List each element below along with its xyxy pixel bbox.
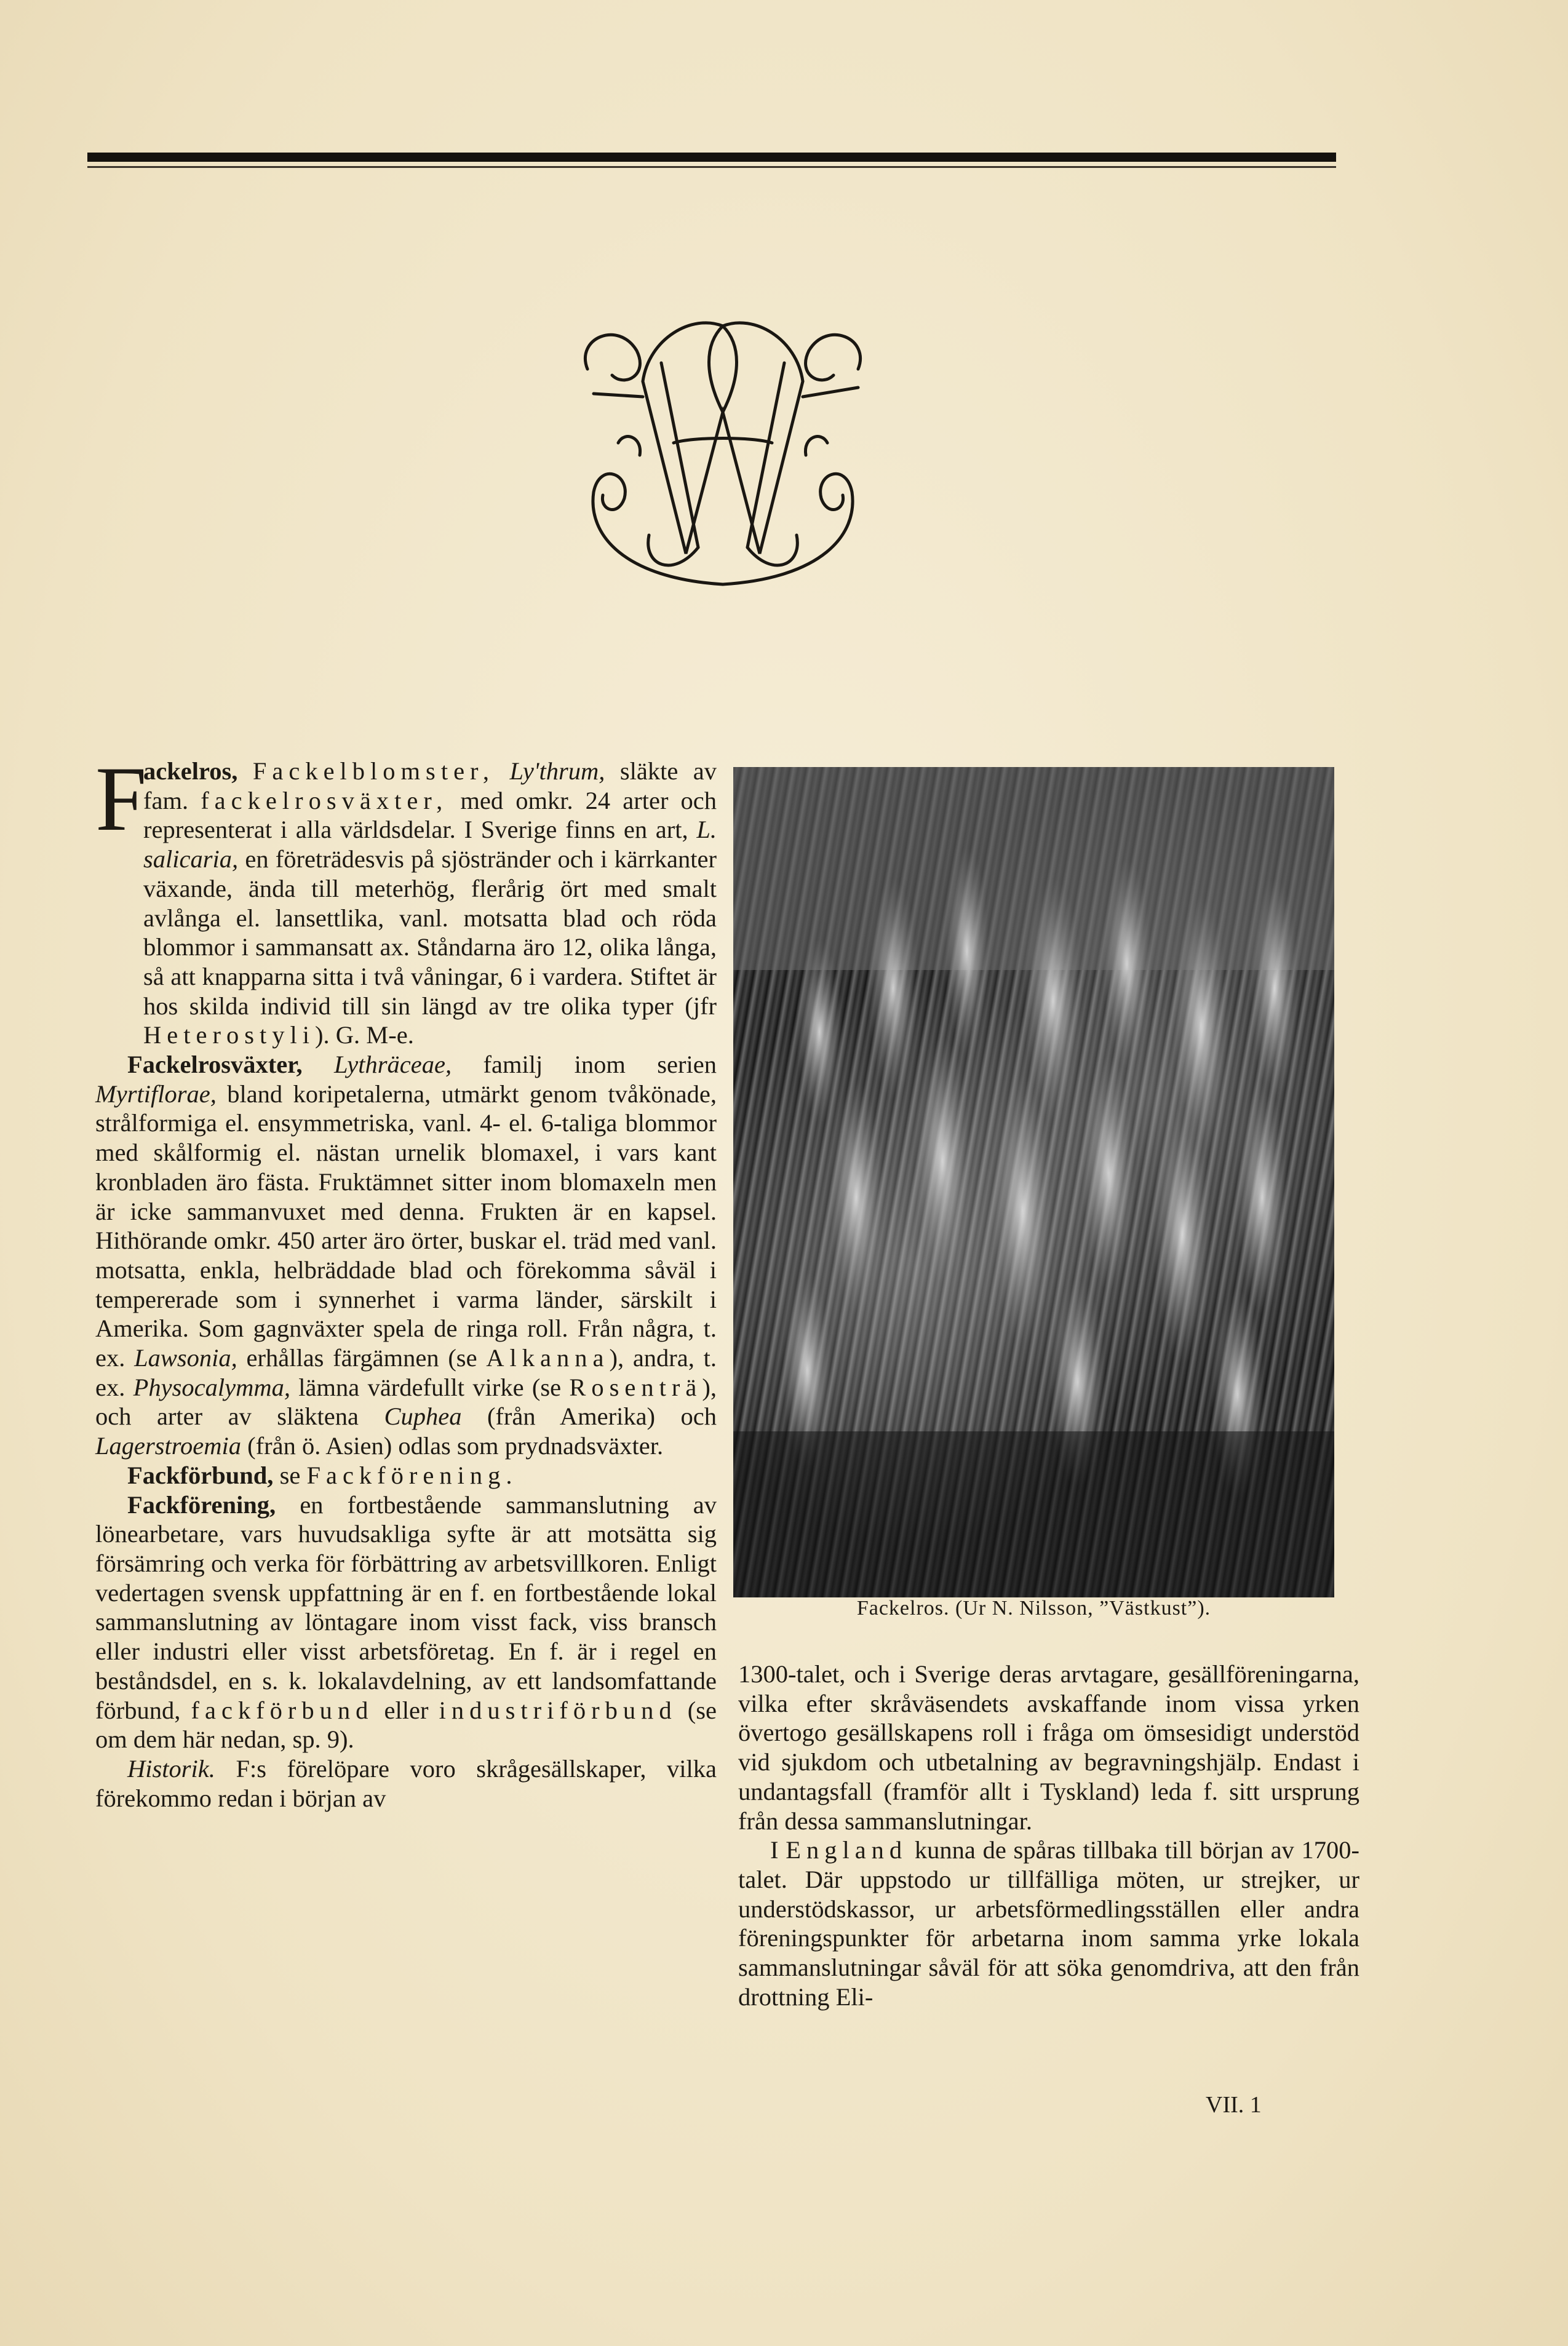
text: erhållas färgämnen (se [237,1344,487,1372]
text: ), andra, t. ex. [95,1344,717,1401]
text: familj inom serien [452,1051,717,1079]
latin-name: Cuphea [384,1402,462,1431]
text: eller [373,1696,439,1724]
cross-reference: Fackförening [306,1461,506,1489]
header-rule [87,153,1336,162]
cross-reference: fackelrosväxter, [201,786,448,814]
headword-fackforbund: Fackförbund, [127,1461,274,1489]
header-rule-thin [87,166,1336,168]
entry-fackforening [95,1490,717,1754]
entry-fackforbund [95,1461,717,1490]
continued-paragraph: 1300-talet, och i Sverige deras arvtagare, gesällföreningarna, vilka efter skråväsendets avskaffande inom vissa yrken övertogo gesällskapens roll i fråga om ömsesidigt understöd vid sjukdom och utbetalning av begravningshjälp. Endast i undantagsfall (framför allt i Tyskland) leda f. sitt ursprung från dessa sammanslutningar. [738,1660,1359,1835]
text: (från Amerika) och [461,1402,717,1431]
text: en fortbestående sammanslutning av lönearbetare, vars huvudsakliga syfte är att motsätta sig försämring och verka för förbättring av arbetsvillkoren. Enligt vedertagen svensk uppfattning är en f. en fortbestående lokal sammanslutning av löntagare inom visst fack, viss bransch eller industri eller visst arbetsföretag. En f. är i regel en beståndsdel, en s. k. lokalavdelning, av ett landsomfattande förbund, [95,1490,717,1724]
text [303,1051,334,1078]
folio-number: VII. 1 [1206,2092,1262,2118]
text: släkte av fam. [143,757,717,814]
text: ). [314,1021,336,1049]
right-column [738,1660,1359,2011]
text: ), och arter av släktena [95,1373,717,1431]
text: I [770,1836,786,1864]
headword-fackforening: Fackförening, [127,1490,276,1519]
latin-name: Myrtiflorae, [95,1080,217,1108]
historik-paragraph [95,1754,717,1813]
author-signature: G. M-e. [335,1021,414,1049]
text: en företrädesvis på sjöstränder och i kärrkanter växande, ända till meterhög, flerårig ört med smalt avlånga el. lansettlika, vanl. motsatta blad och röda blommor i sammansatt ax. Ståndarna äro 12, olika långa, så att knapparna sitta i två våningar, 6 i vardera. Stiftet är hos skilda individ till sin längd av tre olika typer (jfr [143,845,717,1020]
photo-texture [733,767,1334,1597]
latin-name: Lawsonia, [134,1344,237,1372]
drop-cap: F [95,748,147,850]
entry-fackelrosvaxter [95,1050,717,1461]
cross-reference: Alkanna [486,1344,610,1372]
text: (se om dem här nedan, sp. 9). [95,1696,717,1754]
cross-reference: fackförbund [191,1696,374,1724]
country-name: England [786,1836,908,1864]
england-paragraph [738,1835,1359,2011]
photo-caption: Fackelros. (Ur N. Nilsson, ”Västkust”). [856,1597,1211,1620]
cross-reference: Heterostyli [143,1021,315,1049]
text [237,757,252,785]
text: kunna de spåras tillbaka till början av 1700-talet. Där uppstodo ur tillfälliga möten, ur strejker, ur understödskassor, ur arbetsförmedlingsställen eller andra föreningspunkter för arbetarna inom samma yrke lokala sammanslutningar såväl för att söka genomdriva, att den från drottning Eli- [738,1836,1359,2011]
latin-name: Lythräceae, [333,1051,452,1079]
cross-reference: Rosenträ [569,1373,702,1401]
cross-reference: industriförbund [439,1696,677,1724]
headword-fackelros: ackelros, [143,757,238,785]
text: bland koripetalerna, utmärkt genom tvåkönade, strålformiga el. ensymmetriska, vanl. 4- el. 6-taliga blommor med skålformig el. nästan urnelik blomaxel, i vars kant kronbladen äro fästa. Fruktämnet sitter inom blomaxeln men är icke sammanvuxet med denna. Frukten är en kapsel. Hithörande omkr. 450 arter äro örter, buskar el. träd med vanl. motsatta, enkla, helbräddade blad och förekomma såväl i tempererade som i synnerhet i varma länder, särskilt i Amerika. Som gagnväxter spela de ringa roll. Från några, t. ex. [95,1080,717,1372]
left-column [95,748,717,1813]
latin-name: L. salicaria, [143,816,717,873]
section-label: Historik. [127,1754,215,1783]
text [495,757,509,785]
latin-name: Lagerstroemia [95,1432,242,1460]
text: . [506,1461,512,1489]
text: F:s förelöpare voro skrågesällskaper, vilka förekommo redan i början av [95,1754,717,1812]
text: med omkr. 24 arter och representerat i alla världsdelar. I Sverige finns en art, [143,786,717,844]
spaced-term: Fackelblomster, [252,757,495,785]
latin-name: Ly'thrum, [509,757,605,785]
headword-fackelrosvaxter: Fackelrosväxter, [127,1051,303,1079]
text: (från ö. Asien) odlas som prydnadsväxter. [241,1432,664,1460]
monogram-ornament [551,289,895,597]
entry-fackelros [95,748,717,1050]
text: lämna värdefullt virke (se [290,1373,570,1401]
latin-name: Physocalymma, [133,1373,290,1401]
text: se [273,1461,307,1489]
plant-photograph [733,767,1334,1597]
